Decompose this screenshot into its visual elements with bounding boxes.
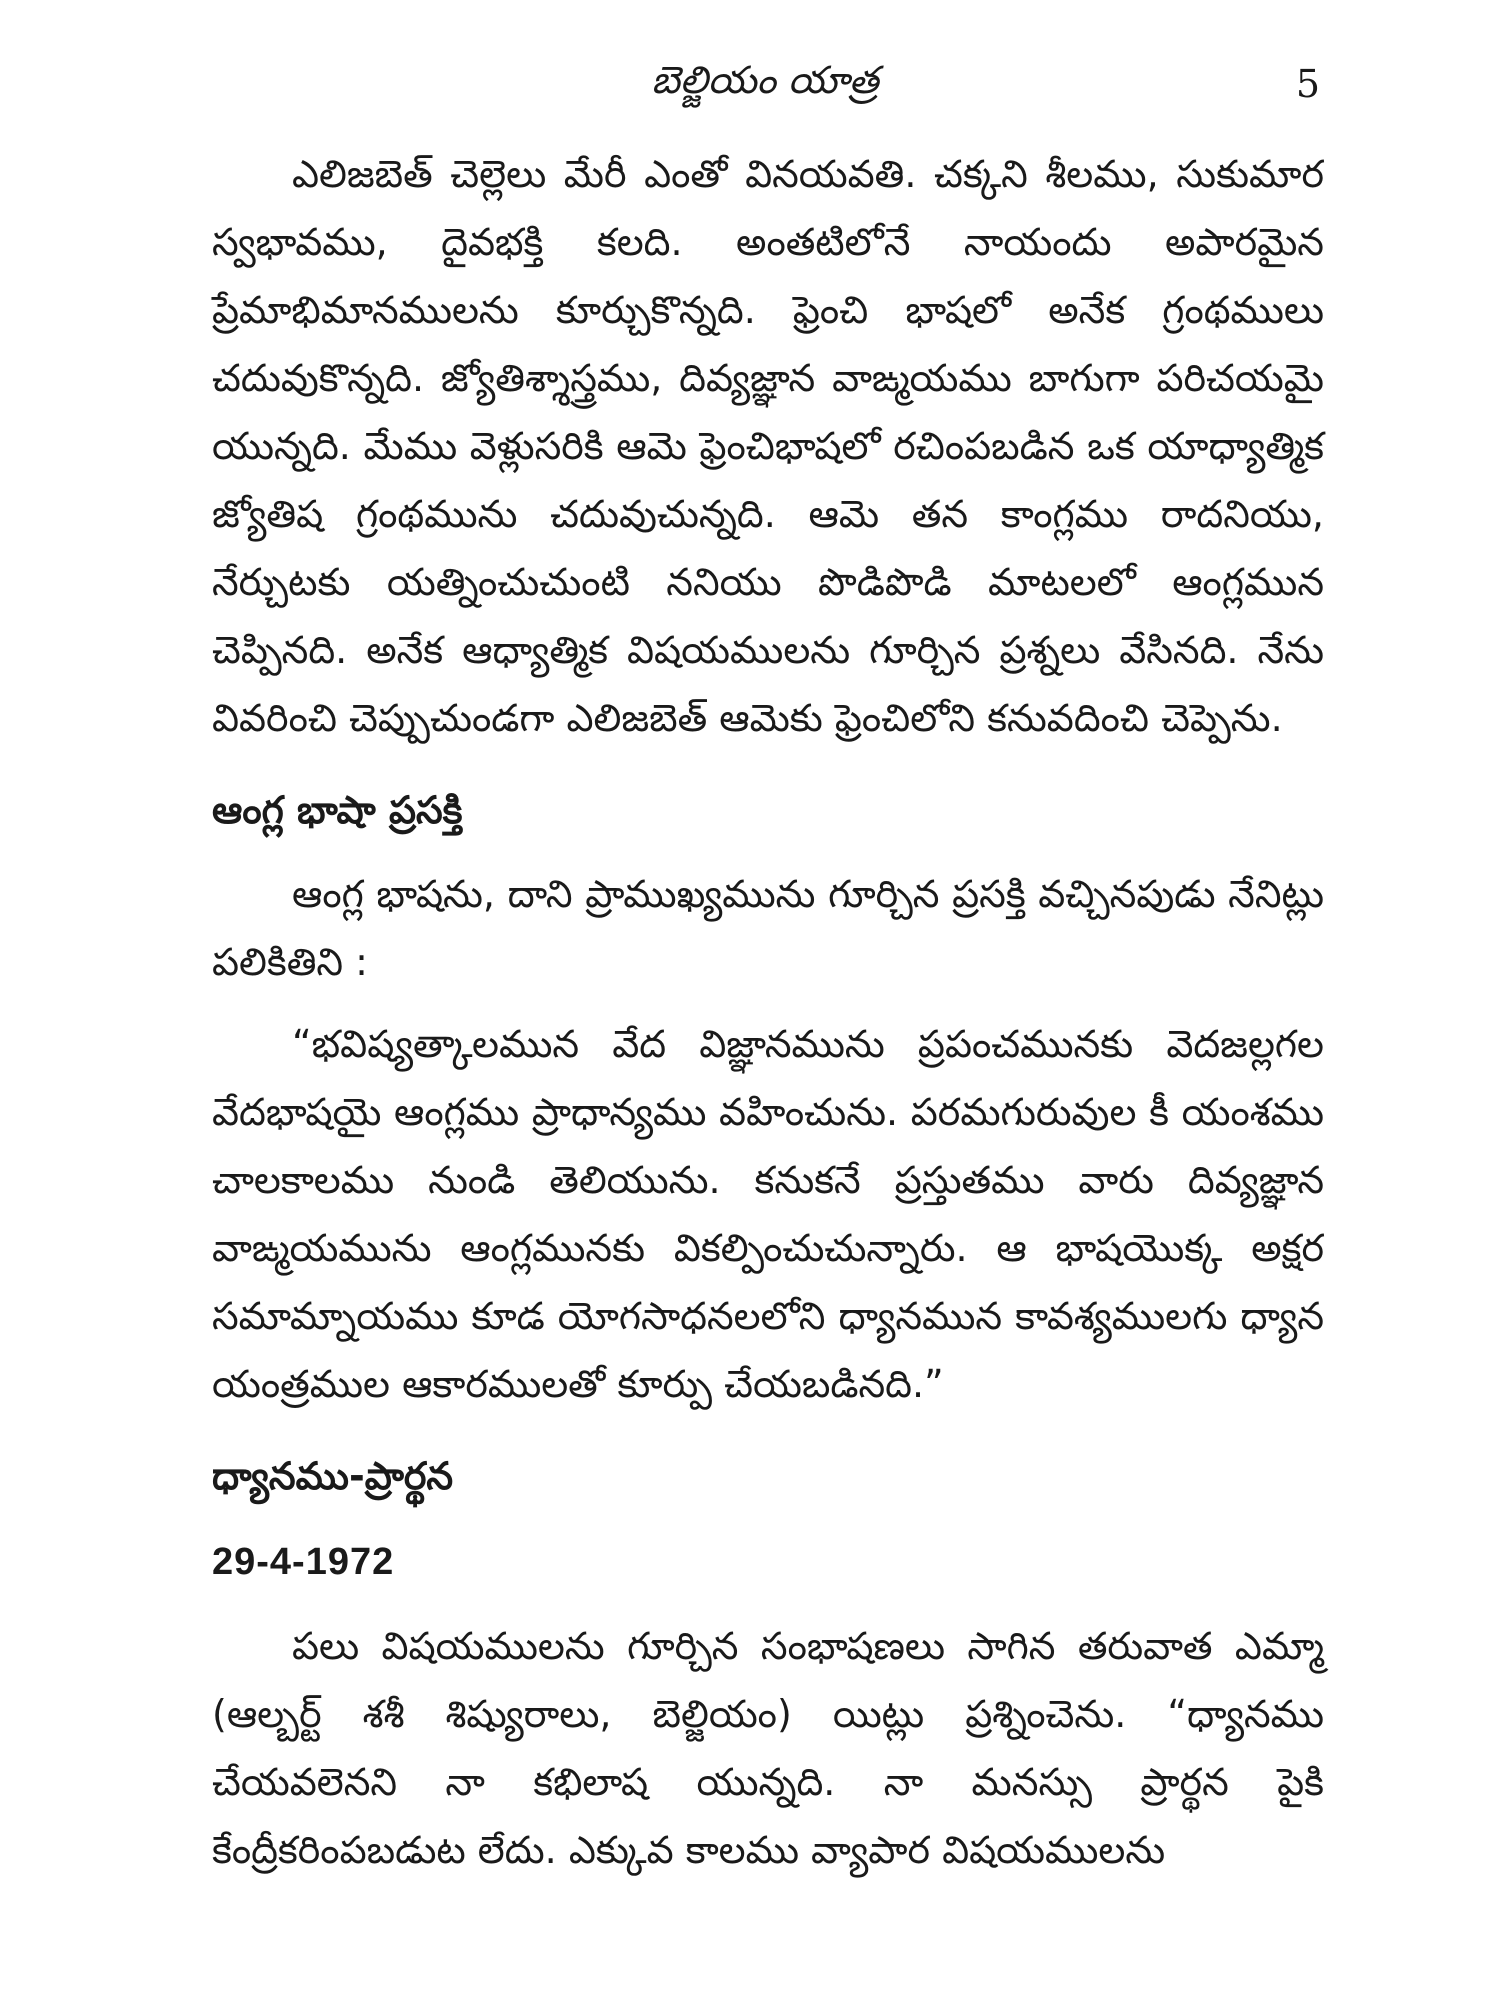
paragraph-english-intro: ఆంగ్ల భాషను, దాని ప్రాముఖ్యమును గూర్చిన ప్రసక్తి వచ్చినపుడు నేనిట్లు పలికితిని :	[212, 872, 1324, 984]
paragraph-emma-question: పలు విషయములను గూర్చిన సంభాషణలు సాగిన తరువాత ఎమ్మా (ఆల్బర్ట్ శశీ శిష్యురాలు, బెల్జియం) యిట్లు ప్రశ్నించెను. “ధ్యానము చేయవలెనని నా కభిలాష యున్నది. నా మనస్సు ప్రార్థన పైకి కేంద్రీకరింపబడుట లేదు. ఎక్కువ కాలము వ్యాపార విషయములను	[212, 1624, 1324, 1872]
paragraph-quote-vedic: “భవిష్యత్కాలమున వేద విజ్ఞానమును ప్రపంచమునకు వెదజల్లగల వేదభాషయై ఆంగ్లము ప్రాధాన్యము వహించును. పరమగురువుల కీ యంశము చాలకాలము నుండి తెలియును. కనుకనే ప్రస్తుతము వారు దివ్యజ్ఞాన వాఙ్మయమును ఆంగ్లమునకు వికల్పించుచున్నారు. ఆ భాషయొక్క అక్షర సమామ్నాయము కూడ యోగసాధనలలోని ధ్యానమున కావశ్యములగు ధ్యాన యంత్రముల ఆకారములతో కూర్పు చేయబడినది.”	[212, 1022, 1324, 1406]
running-header	[210, 58, 1320, 118]
page-number: 5	[1295, 62, 1320, 106]
section-heading-english-language: ఆంగ్ల భాషా ప్రసక్తి	[212, 788, 463, 832]
running-title: బెల్జియం యాత్ర	[651, 58, 879, 102]
paragraph-mary: ఎలిజబెత్ చెల్లెలు మేరీ ఎంతో వినయవతి. చక్కని శీలము, సుకుమార స్వభావము, దైవభక్తి కలది. అంతటిలోనే నాయందు అపారమైన ప్రేమాభిమానములను కూర్చుకొన్నది. ఫ్రెంచి భాషలో అనేక గ్రంథములు చదువుకొన్నది. జ్యోతిశ్శాస్త్రము, దివ్యజ్ఞాన వాఙ్మయము బాగుగా పరిచయమై యున్నది. మేము వెళ్లుసరికి ఆమె ఫ్రెంచిభాషలో రచింపబడిన ఒక యాధ్యాత్మిక జ్యోతిష గ్రంథమును చదువుచున్నది. ఆమె తన కాంగ్లము రాదనియు, నేర్చుటకు యత్నించుచుంటి ననియు పొడిపొడి మాటలలో ఆంగ్లమున చెప్పినది. అనేక ఆధ్యాత్మిక విషయములను గూర్చిన ప్రశ్నలు వేసినది. నేను వివరించి చెప్పుచుండగా ఎలిజబెత్ ఆమెకు ఫ్రెంచిలోని కనువదించి చెప్పెను.	[212, 152, 1324, 740]
page-body	[212, 140, 1324, 1884]
section-heading-meditation-prayer: ధ్యానము-ప్రార్థన	[212, 1454, 454, 1498]
date-heading: 29-4-1972	[212, 1541, 395, 1583]
